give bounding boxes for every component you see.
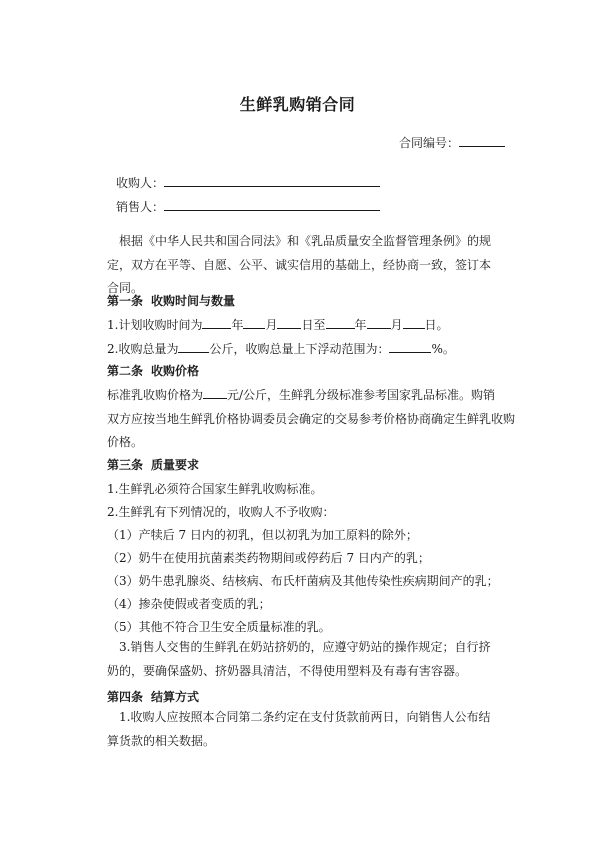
article3-sub3: （3）奶牛患乳腺炎、结核病、布氏杆菌病及其他传染性疾病期间产的乳；	[107, 574, 499, 588]
seller-blank[interactable]	[164, 199, 380, 211]
day-to-label: 日至	[301, 318, 326, 332]
article2-line1	[107, 386, 495, 403]
contract-number-blank[interactable]	[459, 135, 505, 147]
article3-item2: 2.生鲜乳有下列情况的，收购人不予收购：	[107, 505, 335, 519]
range-blank[interactable]	[389, 341, 431, 353]
contract-number	[399, 134, 505, 151]
article1-number: 第一条	[107, 294, 144, 308]
qty-blank[interactable]	[178, 341, 209, 353]
start-day-blank[interactable]	[277, 317, 301, 329]
article2-number: 第二条	[107, 364, 144, 378]
price-rest: 元/公斤，生鲜乳分级标准参考国家乳品标准。购销	[227, 388, 496, 402]
article3-number: 第三条	[107, 458, 144, 472]
article4-heading	[107, 688, 199, 705]
preamble-paragraph: 根据《中华人民共和国合同法》和《乳品质量安全监督管理条例》的规定，双方在平等、自愿、公平、诚实信用的基础上，经协商一致，签订本合同。	[107, 234, 492, 296]
month-label: 月	[265, 318, 278, 332]
qty-prefix: 2.收购总量为	[107, 342, 179, 356]
article1-time-line	[107, 316, 449, 333]
start-month-blank[interactable]	[243, 317, 265, 329]
qty-end: %。	[431, 342, 455, 356]
article3-sub4: （4）掺杂使假或者变质的乳；	[107, 597, 271, 611]
article2-title: 收购价格	[151, 364, 200, 378]
buyer-line	[116, 174, 380, 191]
month-label-2: 月	[390, 318, 403, 332]
qty-mid: 公斤，收购总量上下浮动范围为：	[209, 342, 390, 356]
article4-number: 第四条	[107, 690, 144, 704]
article3-title: 质量要求	[151, 458, 200, 472]
article3-sub1: （1）产犊后 7 日内的初乳，但以初乳为加工原料的除外；	[107, 528, 418, 542]
article4-title: 结算方式	[151, 690, 200, 704]
document-title: 生鲜乳购销合同	[239, 95, 356, 114]
article4-item1: 1.收购人应按照本合同第二条约定在支付货款前两日，向销售人公布结算货款的相关数据。	[107, 710, 491, 748]
seller-line	[116, 198, 380, 215]
buyer-label: 收购人：	[116, 176, 165, 190]
article2-line2: 双方应按当地生鲜乳价格协调委员会确定的交易参考价格协商确定生鲜乳收购	[107, 412, 516, 426]
article3-sub5: （5）其他不符合卫生安全质量标准的乳。	[107, 620, 331, 634]
day-end-label: 日。	[424, 318, 449, 332]
start-year-blank[interactable]	[202, 317, 231, 329]
price-prefix: 标准乳收购价格为	[107, 388, 204, 402]
seller-label: 销售人：	[116, 200, 165, 214]
year-label-2: 年	[354, 318, 367, 332]
end-day-blank[interactable]	[403, 317, 425, 329]
article3-item3: 3.销售人交售的生鲜乳在奶站挤奶的，应遵守奶站的操作规定；自行挤奶的，要确保盛奶、挤奶器具清洁，不得使用塑料及有毒有害容器。	[107, 640, 491, 678]
article2-line3: 价格。	[107, 435, 144, 449]
end-month-blank[interactable]	[367, 317, 391, 329]
article1-qty-line	[107, 340, 455, 357]
price-blank[interactable]	[203, 387, 227, 399]
contract-number-label: 合同编号：	[398, 136, 459, 150]
article3-heading	[107, 456, 199, 473]
year-label: 年	[231, 318, 244, 332]
article3-sub2: （2）奶牛在使用抗菌素类药物期间或停药后 7 日内产的乳；	[107, 551, 430, 565]
buyer-blank[interactable]	[164, 175, 380, 187]
article1-title: 收购时间与数量	[151, 294, 236, 308]
article1-heading	[107, 292, 235, 309]
time-prefix: 1.计划收购时间为	[107, 318, 203, 332]
article3-item1: 1.生鲜乳必须符合国家生鲜乳收购标准。	[107, 482, 323, 496]
article2-heading	[107, 362, 199, 379]
end-year-blank[interactable]	[326, 317, 355, 329]
